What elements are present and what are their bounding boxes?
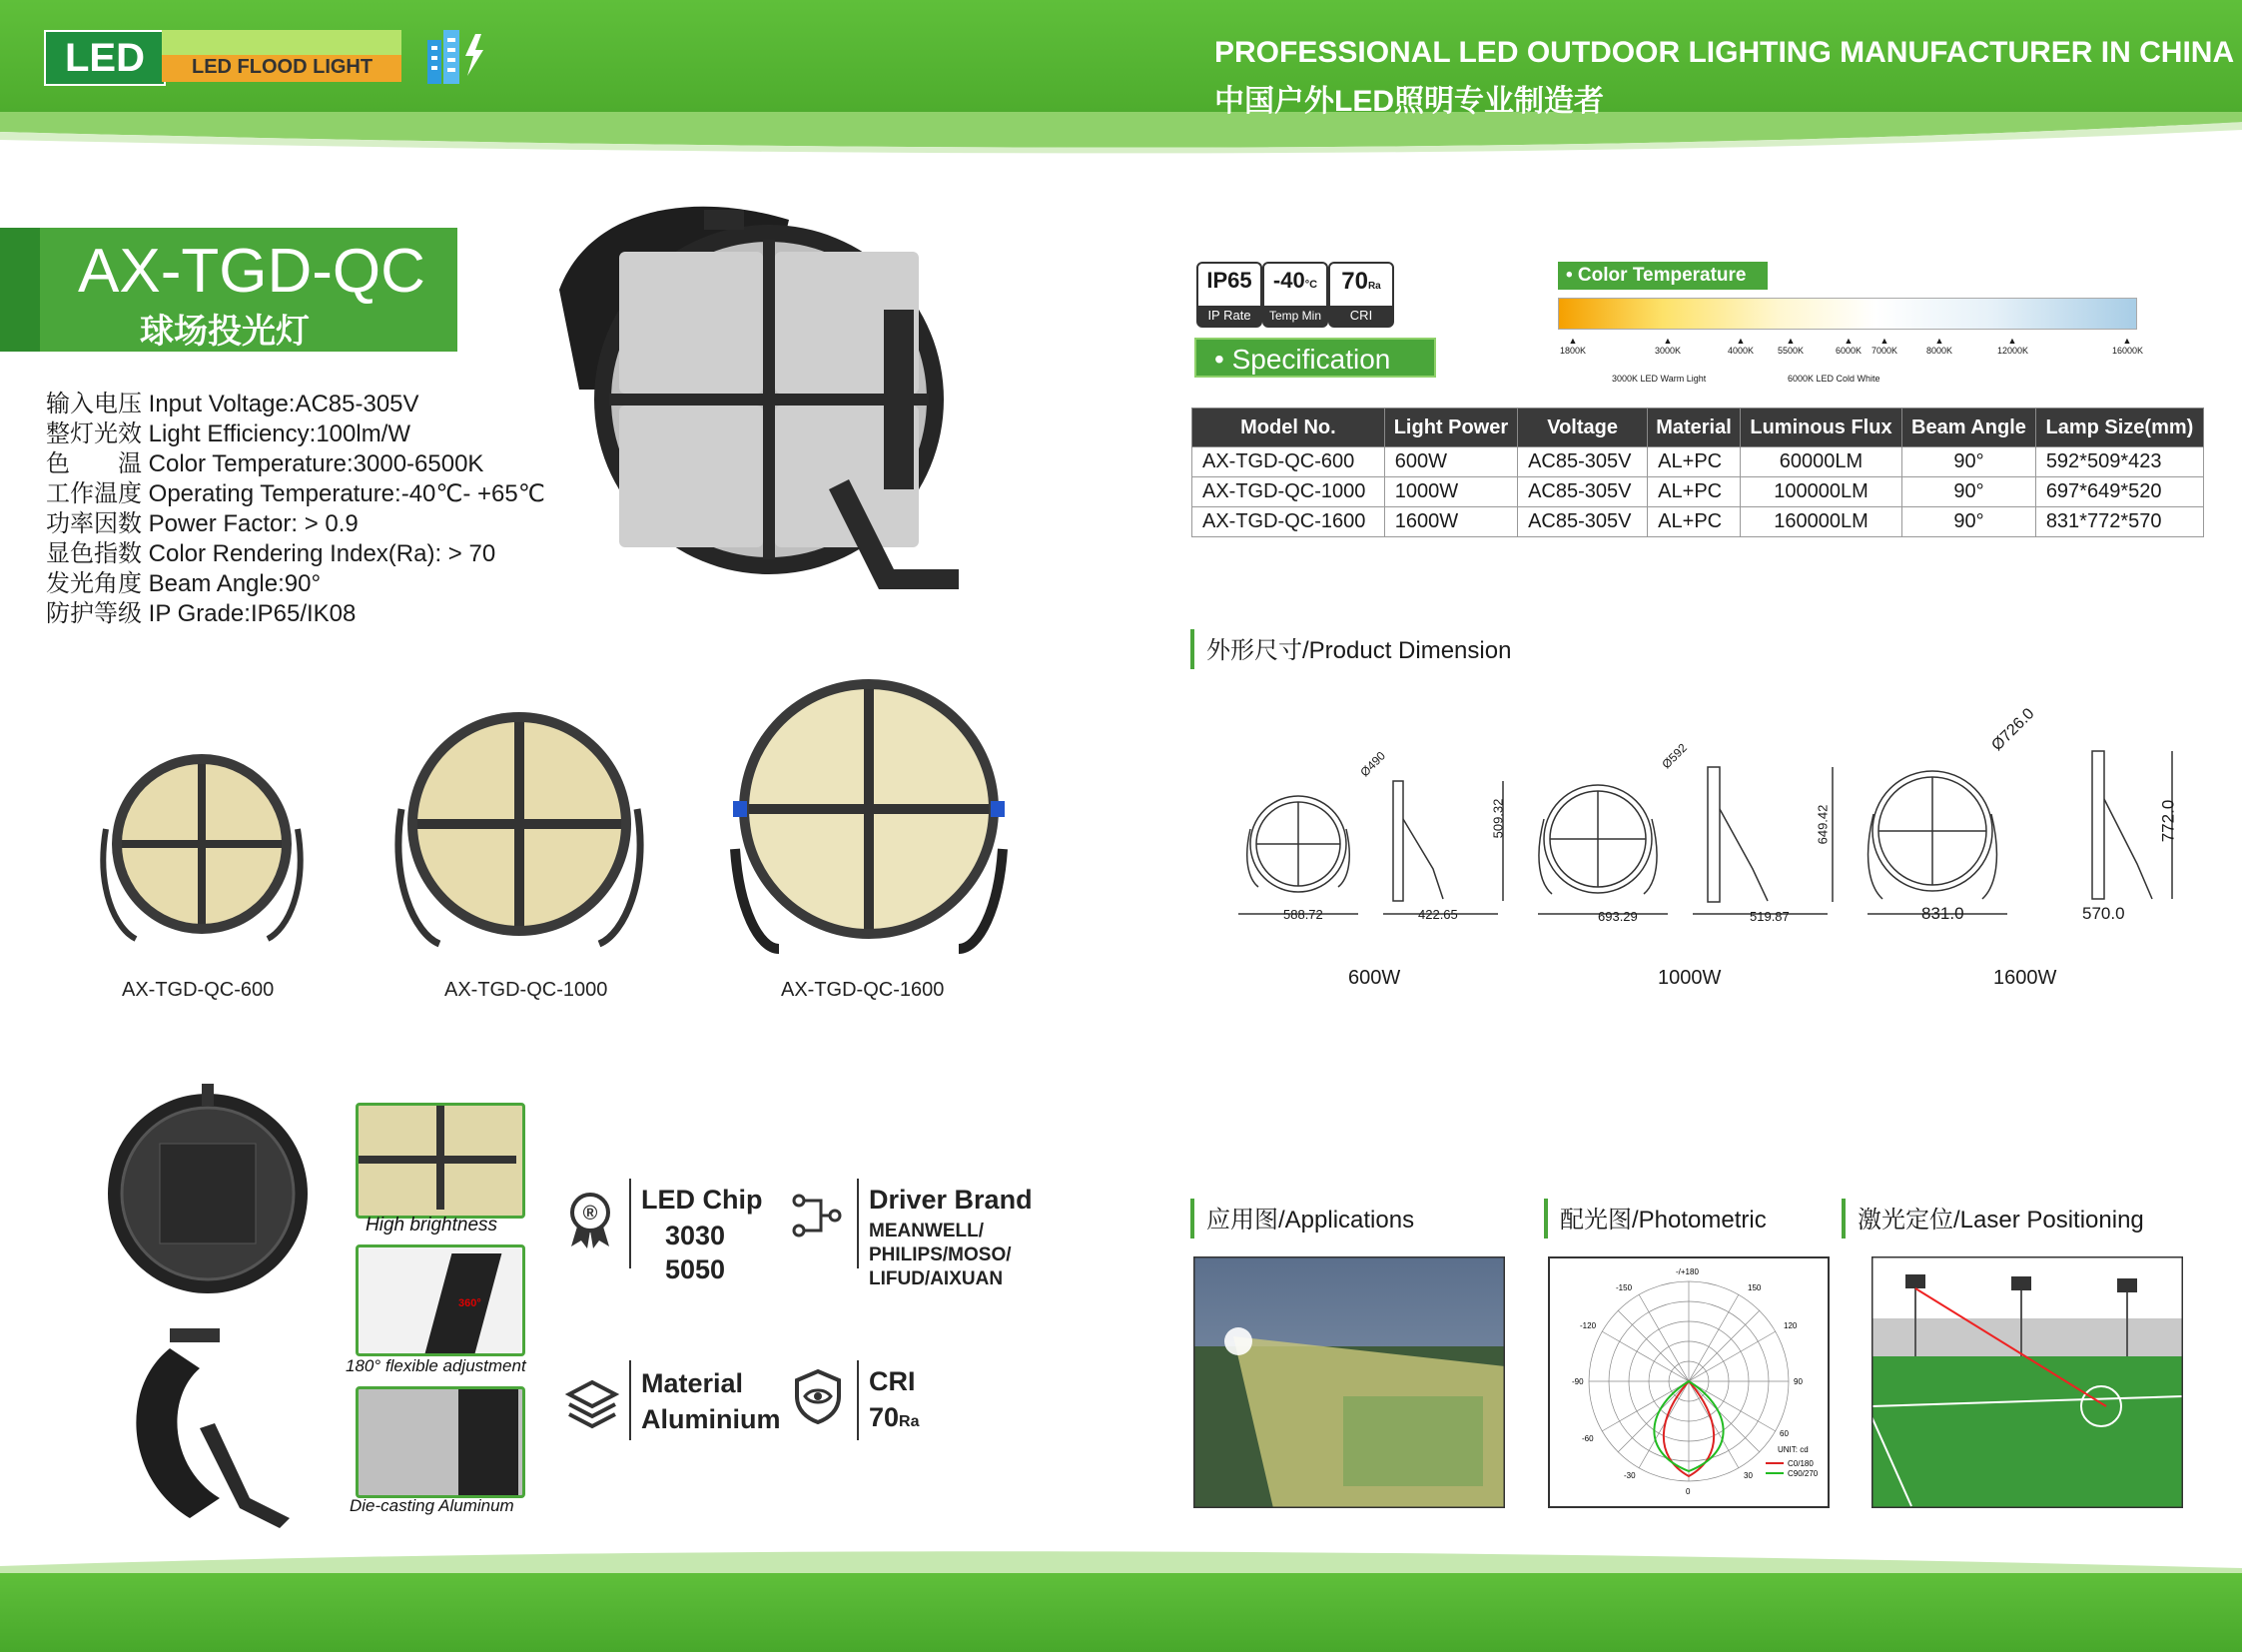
warm-light-label: 3000K LED Warm Light — [1612, 374, 1707, 384]
applications-heading: 应用图/Applications — [1190, 1199, 1414, 1239]
color-temp-tick: ▲ 3000K — [1654, 336, 1682, 356]
photometric-label: -60 — [1582, 1434, 1594, 1443]
dimension-drawing-1000 — [1538, 767, 1833, 914]
logo-subtitle: LED FLOOD LIGHT — [192, 56, 374, 78]
driver-brand-1: MEANWELL/ — [869, 1221, 985, 1241]
color-temp-tick: ▲ 8000K — [1925, 336, 1953, 356]
product-model: AX-TGD-QC — [78, 237, 425, 306]
dimension-heading: 外形尺寸/Product Dimension — [1190, 629, 1511, 669]
color-temp-tick: ▲ 4000K — [1727, 336, 1755, 356]
tagline-en: PROFESSIONAL LED OUTDOOR LIGHTING MANUFACTURER IN CHINA — [1214, 36, 2235, 69]
table-cell: 600W — [1384, 447, 1517, 477]
depth-1000: 519.87 — [1750, 909, 1790, 924]
table-cell: 90° — [1902, 477, 2036, 507]
color-temp-tick: ▲ 12000K — [1997, 336, 2029, 356]
table-cell: AX-TGD-QC-1000 — [1192, 477, 1385, 507]
power-1000: 1000W — [1658, 967, 1722, 989]
lamp-1000-image — [389, 699, 649, 954]
cri-feature-value: 70 — [869, 1402, 900, 1432]
table-cell: 697*649*520 — [2035, 477, 2203, 507]
height-600: 509.32 — [1490, 798, 1506, 839]
cri-feature-unit: Ra — [899, 1413, 920, 1430]
dia-1000: Ø592 — [1659, 740, 1691, 772]
spec-item: 色 温 Color Temperature:3000-6500K — [46, 450, 484, 477]
photometric-label: -120 — [1580, 1321, 1597, 1330]
photometric-label: -150 — [1616, 1283, 1633, 1292]
photometric-legend-c0: C0/180 — [1788, 1459, 1814, 1468]
table-cell: 1000W — [1384, 477, 1517, 507]
lamp-600-image — [96, 739, 308, 949]
table-cell: AL+PC — [1648, 447, 1741, 477]
table-cell: AX-TGD-QC-1600 — [1192, 507, 1385, 537]
table-cell: 831*772*570 — [2035, 507, 2203, 537]
svg-text:®: ® — [582, 1203, 598, 1225]
table-header: Model No. — [1192, 409, 1385, 447]
spec-item: 显色指数 Color Rendering Index(Ra): > 70 — [46, 540, 496, 567]
photometric-label: 30 — [1744, 1471, 1753, 1480]
color-temp-ticks — [1558, 336, 2157, 366]
ip-badge — [1196, 262, 1262, 328]
width-600: 588.72 — [1283, 907, 1323, 922]
photometric-label: 0 — [1686, 1487, 1691, 1496]
die-casting-caption: Die-casting Aluminum — [350, 1496, 514, 1515]
material-label: Material — [641, 1368, 744, 1398]
table-cell: AL+PC — [1648, 477, 1741, 507]
table-cell: 90° — [1902, 507, 2036, 537]
footer-band — [0, 1573, 2242, 1652]
table-row — [1192, 507, 2204, 537]
spec-item: 防护等级 IP Grade:IP65/IK08 — [46, 600, 357, 627]
color-temp-tick: ▲ 16000K — [2112, 336, 2144, 356]
driver-brand-2: PHILIPS/MOSO/ — [869, 1244, 1012, 1265]
die-casting-image — [356, 1386, 525, 1498]
laser-heading: 激光定位/Laser Positioning — [1842, 1199, 2144, 1239]
height-1600: 772.0 — [2158, 799, 2178, 843]
temp-unit: °C — [1304, 279, 1318, 291]
table-cell: AX-TGD-QC-600 — [1192, 447, 1385, 477]
color-temp-tick: ▲ 1800K — [1559, 336, 1587, 356]
height-1000: 649.42 — [1815, 804, 1831, 845]
specification-heading: • Specification — [1194, 338, 1436, 378]
lamp-1600-image — [719, 669, 1019, 954]
dia-1600: Ø726.0 — [1988, 705, 2038, 755]
dimension-drawing-1600 — [1868, 751, 2177, 914]
dimension-drawing-600 — [1238, 781, 1506, 914]
divider — [629, 1360, 631, 1440]
divider — [857, 1179, 859, 1268]
adjustment-caption: 180° flexible adjustment — [346, 1356, 526, 1375]
photometric-chart — [1548, 1256, 1830, 1508]
ip-label: IP Rate — [1198, 306, 1260, 326]
photometric-top-label: -/+180 — [1676, 1267, 1699, 1276]
photometric-unit: UNIT: cd — [1778, 1445, 1809, 1454]
table-header: Material — [1648, 409, 1741, 447]
spec-badges — [1196, 262, 1392, 326]
high-brightness-caption: High brightness — [366, 1215, 498, 1236]
cri-badge-unit: Ra — [1367, 281, 1381, 292]
dia-600: Ø490 — [1357, 748, 1389, 780]
temp-value: -40 — [1272, 268, 1305, 293]
table-header: Luminous Flux — [1740, 409, 1901, 447]
table-header: Lamp Size(mm) — [2035, 409, 2203, 447]
color-temp-tick: ▲ 6000K — [1835, 336, 1863, 356]
tagline-cn: 中国户外LED照明专业制造者 — [1214, 85, 1604, 118]
width-1600: 831.0 — [1921, 904, 1964, 923]
led-chip-5050: 5050 — [665, 1254, 726, 1284]
table-cell: 160000LM — [1740, 507, 1901, 537]
table-cell: 100000LM — [1740, 477, 1901, 507]
photometric-label: -90 — [1572, 1377, 1584, 1386]
table-cell: AL+PC — [1648, 507, 1741, 537]
spec-item: 工作温度 Operating Temperature:-40℃- +65℃ — [46, 480, 545, 507]
divider — [629, 1179, 631, 1268]
model-label-1600: AX-TGD-QC-1600 — [781, 979, 945, 1001]
model-label-600: AX-TGD-QC-600 — [122, 979, 275, 1001]
lamp-side-image — [130, 1328, 300, 1528]
cold-light-label: 6000K LED Cold White — [1788, 374, 1880, 384]
led-chip-3030: 3030 — [665, 1221, 726, 1250]
cri-badge-value: 70 — [1341, 268, 1368, 295]
depth-600: 422.65 — [1418, 907, 1458, 922]
depth-1600: 570.0 — [2082, 904, 2125, 923]
color-temp-title: • Color Temperature — [1558, 262, 1768, 290]
shield-eye-icon — [793, 1368, 843, 1424]
cri-badge — [1328, 262, 1394, 328]
led-chip-title: LED Chip — [641, 1185, 763, 1215]
model-label-1000: AX-TGD-QC-1000 — [444, 979, 608, 1001]
power-1600: 1600W — [1993, 967, 2057, 989]
width-1000: 693.29 — [1598, 909, 1638, 924]
table-cell: 1600W — [1384, 507, 1517, 537]
table-header: Voltage — [1518, 409, 1648, 447]
hero-lamp-image — [549, 190, 989, 609]
temp-label: Temp Min — [1264, 306, 1326, 326]
table-header-row — [1192, 409, 2204, 447]
table-cell: AC85-305V — [1518, 447, 1648, 477]
adjust-degree: 360° — [458, 1297, 481, 1309]
adjustment-image — [356, 1244, 525, 1356]
spec-item: 输入电压 Input Voltage:AC85-305V — [46, 391, 419, 417]
color-temp-tick: ▲ 5500K — [1777, 336, 1805, 356]
table-cell: 60000LM — [1740, 447, 1901, 477]
photometric-legend-c90: C90/270 — [1788, 1469, 1819, 1478]
cri-badge-label: CRI — [1330, 306, 1392, 326]
photometric-label: 120 — [1784, 1321, 1798, 1330]
table-row — [1192, 447, 2204, 477]
logo-led: LED — [44, 30, 166, 86]
building-lightning-icon — [423, 26, 489, 86]
cri-feature-title: CRI — [869, 1366, 916, 1396]
lamp-back-image — [104, 1084, 314, 1303]
applications-image — [1193, 1256, 1505, 1508]
table-cell: AC85-305V — [1518, 507, 1648, 537]
photometric-label: 60 — [1780, 1429, 1789, 1438]
spec-list — [46, 390, 545, 629]
driver-icon — [791, 1193, 843, 1239]
table-cell: 90° — [1902, 447, 2036, 477]
table-header: Beam Angle — [1902, 409, 2036, 447]
product-name-cn: 球场投光灯 — [140, 313, 310, 351]
header-wave — [0, 112, 2242, 157]
material-value: Aluminium — [641, 1404, 781, 1434]
color-temp-tick: ▲ 7000K — [1870, 336, 1898, 356]
table-cell: AC85-305V — [1518, 477, 1648, 507]
layers-icon — [565, 1376, 619, 1430]
divider — [857, 1360, 859, 1440]
spec-item: 整灯光效 Light Efficiency:100lm/W — [46, 420, 411, 447]
driver-brand-3: LIFUD/AIXUAN — [869, 1268, 1004, 1289]
photometric-label: -30 — [1624, 1471, 1636, 1480]
table-cell: 592*509*423 — [2035, 447, 2203, 477]
spec-item: 发光角度 Beam Angle:90° — [46, 570, 322, 597]
photometric-label: 90 — [1794, 1377, 1803, 1386]
driver-title: Driver Brand — [869, 1185, 1033, 1215]
logo-subtitle-block — [162, 30, 401, 82]
ip-value: IP65 — [1206, 268, 1252, 293]
color-temp-gradient-bar — [1558, 298, 2137, 330]
high-brightness-image — [356, 1103, 525, 1219]
table-row — [1192, 477, 2204, 507]
photometric-heading: 配光图/Photometric — [1544, 1199, 1767, 1239]
power-600: 600W — [1348, 967, 1401, 989]
photometric-label: 150 — [1748, 1283, 1762, 1292]
table-header: Light Power — [1384, 409, 1517, 447]
spec-item: 功率因数 Power Factor: > 0.9 — [46, 510, 359, 537]
laser-positioning-image — [1871, 1256, 2183, 1508]
spec-table — [1191, 408, 2204, 537]
led-chip-icon — [565, 1191, 615, 1250]
temp-badge — [1262, 262, 1328, 328]
